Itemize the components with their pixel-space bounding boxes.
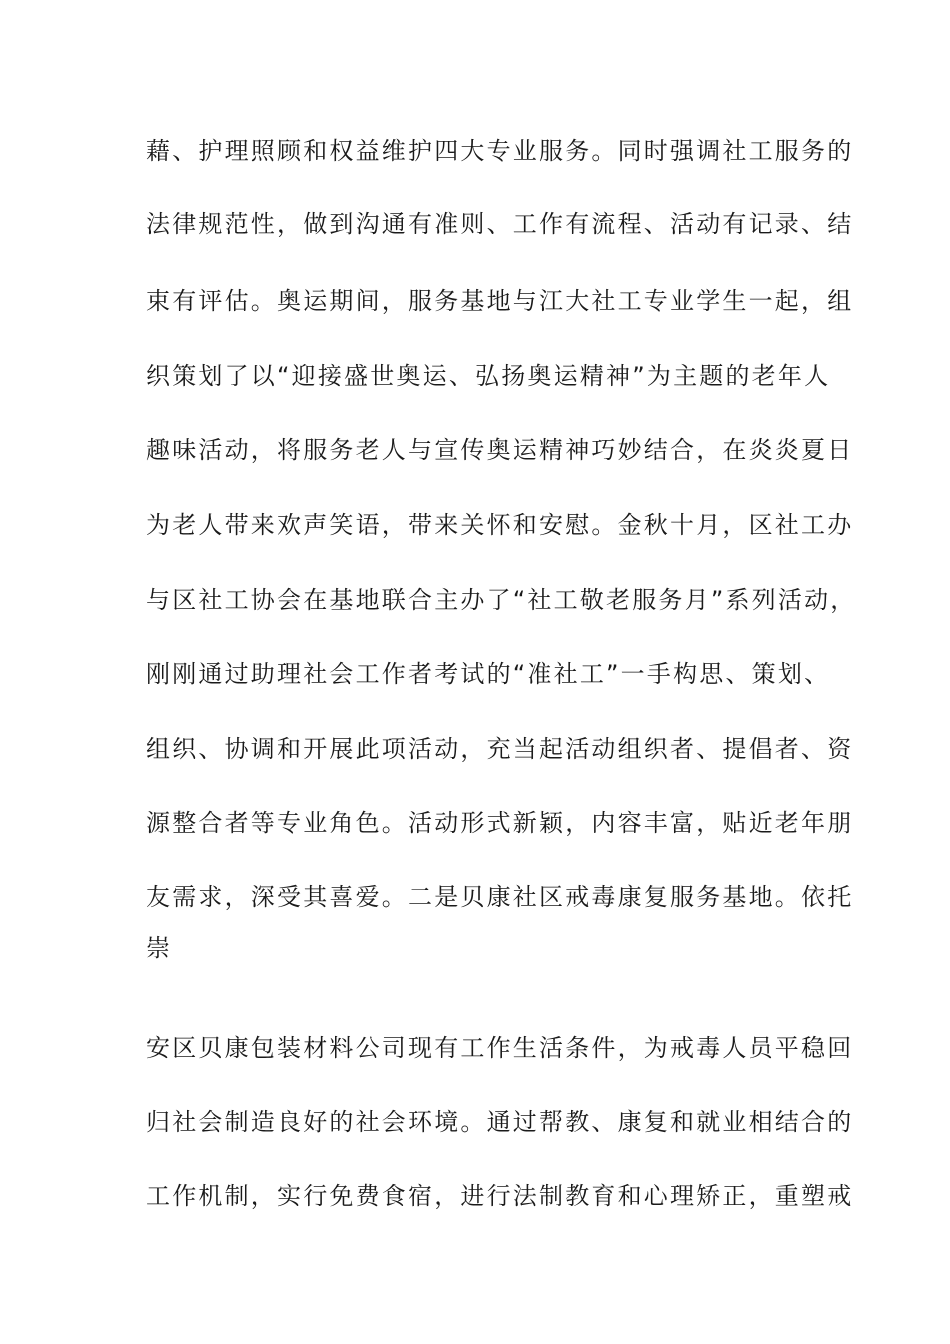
text-line: 工作机制，实行免费食宿，进行法制教育和心理矫正，重塑戒 xyxy=(146,1182,854,1210)
text-line: 织策划了以“迎接盛世奥运、弘扬奥运精神”为主题的老年人 xyxy=(146,362,831,390)
text-line: 源整合者等专业角色。活动形式新颖，内容丰富，贴近老年朋 xyxy=(146,809,854,837)
text-line: 归社会制造良好的社会环境。通过帮教、康复和就业相结合的 xyxy=(146,1108,854,1136)
text-line: 藉、护理照顾和权益维护四大专业服务。同时强调社工服务的 xyxy=(146,137,854,165)
text-line: 束有评估。奥运期间，服务基地与江大社工专业学生一起，组 xyxy=(146,287,854,315)
text-line: 与区社工协会在基地联合主办了“社工敬老服务月”系列活动， xyxy=(146,586,857,614)
text-line: 趣味活动，将服务老人与宣传奥运精神巧妙结合，在炎炎夏日 xyxy=(146,436,854,464)
text-line: 组织、协调和开展此项活动，充当起活动组织者、提倡者、资 xyxy=(146,735,854,763)
text-line: 为老人带来欢声笑语，带来关怀和安慰。金秋十月，区社工办 xyxy=(146,511,854,539)
text-line: 刚刚通过助理社会工作者考试的“准社工”一手构思、策划、 xyxy=(146,660,831,688)
text-line: 友需求，深受其喜爱。二是贝康社区戒毒康复服务基地。依托 xyxy=(146,883,854,911)
text-line: 崇 xyxy=(146,934,173,962)
text-line: 安区贝康包装材料公司现有工作生活条件，为戒毒人员平稳回 xyxy=(146,1034,854,1062)
text-line: 法律规范性，做到沟通有准则、工作有流程、活动有记录、结 xyxy=(146,210,854,238)
